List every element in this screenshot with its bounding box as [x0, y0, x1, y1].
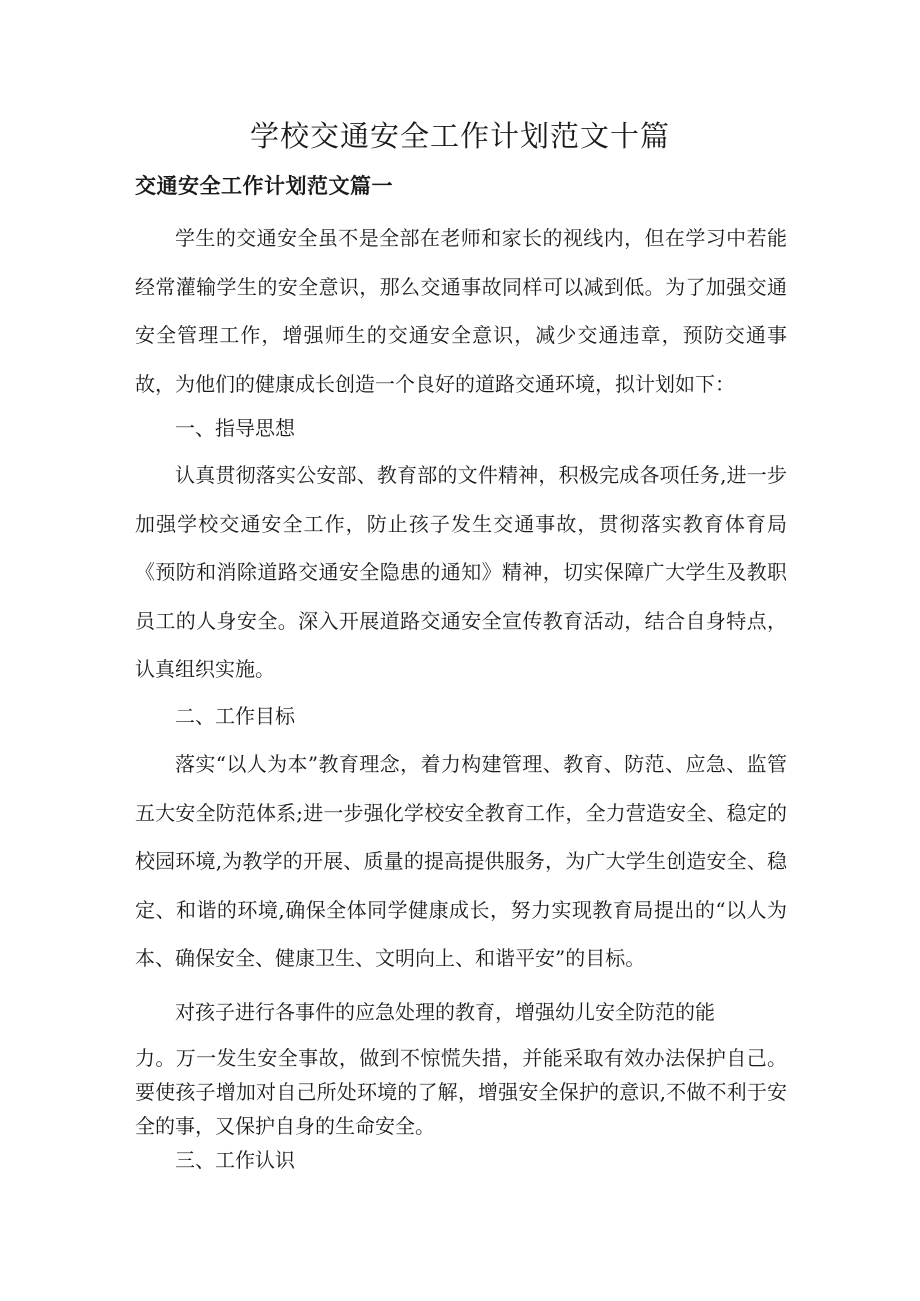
- paragraph-work-goals: 落实“以人为本”教育理念，着力构建管理、教育、防范、应急、监管五大安全防范体系;进一步强化学校安全教育工作，全力营造安全、稳定的校园环境,为教学的开展、质量的提高提供服务，为广大学生创造安全、稳定、和谐的环境,确保全体同学健康成长，努力实现教育局提出的“以人为本、确保安全、健康卫生、文明向上、和谐平安”的目标。: [135, 752, 787, 970]
- paragraph-guiding-ideology: 认真贯彻落实公安部、教育部的文件精神，积极完成各项任务,进一步加强学校交通安全工作，防止孩子发生交通事故，贯彻落实教育体育局《预防和消除道路交通安全隐患的通知》精神，切实保障广大学生及教职员工的人身安全。深入开展道路交通安全宣传教育活动，结合自身特点，认真组织实施。: [135, 463, 787, 681]
- intro-paragraph: 学生的交通安全虽不是全部在老师和家长的视线内，但在学习中若能经常灌输学生的安全意识，那么交通事故同样可以减到低。为了加强交通安全管理工作，增强师生的交通安全意识，减少交通违章，预防交通事故，为他们的健康成长创造一个良好的道路交通环境，拟计划如下：: [135, 226, 787, 396]
- document-title: 学校交通安全工作计划范文十篇: [249, 119, 670, 153]
- paragraph-emergency-education-first-line: 对孩子进行各事件的应急处理的教育，增强幼儿安全防范的能: [175, 1000, 715, 1024]
- heading-guiding-ideology: 一、指导思想: [175, 416, 295, 440]
- heading-work-understanding: 三、工作认识: [175, 1148, 295, 1172]
- section-title: 交通安全工作计划范文篇一: [135, 174, 393, 198]
- heading-work-goals: 二、工作目标: [175, 704, 295, 728]
- paragraph-emergency-education-continued: 力。万一发生安全事故，做到不惊慌失措，并能采取有效办法保护自己。要使孩子增加对自己所处环境的了解，增强安全保护的意识,不做不利于安全的事，又保护自身的生命安全。: [135, 1046, 787, 1138]
